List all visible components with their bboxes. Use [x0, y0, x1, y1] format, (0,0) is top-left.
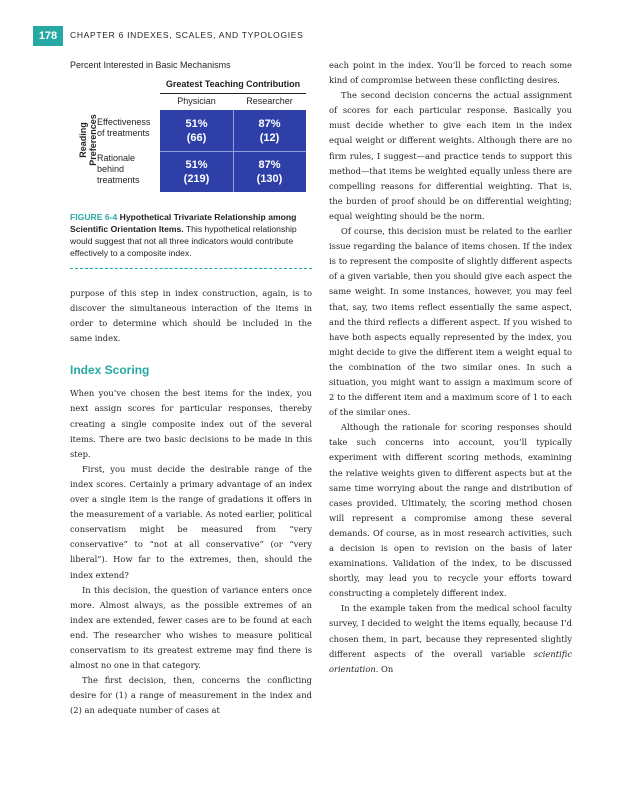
figure-description: This hypothetical relationship would suggest that not all three indicators would contribute effectively to a composite index. [70, 224, 297, 258]
cell-rationale-physician [160, 151, 233, 192]
row-group-title-text: Reading Preferences [78, 114, 98, 166]
cell-count: (12) [259, 131, 280, 144]
paragraph: each point in the index. You’ll be forced to reach some kind of compromise between these conflicting desires. [329, 60, 572, 86]
row-label-line: behind [97, 164, 125, 174]
section-heading: Index Scoring [70, 363, 150, 378]
cell-rationale-researcher [233, 151, 306, 192]
page-header [0, 26, 636, 48]
paragraph: The first decision, then, concerns the conflicting desire for (1) a range of measurement in the index and (2) an adequate number of cases at [70, 675, 312, 716]
paragraph [329, 601, 572, 676]
row-label-line: treatments [97, 175, 140, 185]
column-header-researcher: Researcher [246, 96, 293, 106]
paragraph: First, you must decide the desirable range of the index scores. Certainly a primary advantage of an index over a single item is the range of gradations it offers in the measurement of a variable. As noted earlier, political conservatism might be measured from “very conservative” to “not at all conservative” (or “very liberal”). How far to the extremes, then, should the index extend? [70, 463, 312, 580]
row-label-rationale [97, 153, 159, 186]
cell-effectiveness-physician [160, 110, 233, 151]
cell-percent: 87% [258, 158, 281, 171]
page-number: 178 [33, 26, 63, 46]
cell-percent: 51% [185, 158, 208, 171]
figure-label: FIGURE 6-4 [70, 212, 118, 222]
chapter-title: CHAPTER 6 INDEXES, SCALES, AND TYPOLOGIES [70, 30, 304, 40]
paragraph: When you’ve chosen the best items for the index, you next assign scores for particular responses, thereby creating a single composite index out of the several items. There are two basic decisions to be made in this step. [70, 388, 312, 459]
left-column [70, 286, 312, 718]
cell-count: (66) [186, 131, 207, 144]
row-label-line: of treatments [97, 128, 150, 138]
figure-divider [70, 268, 312, 269]
header-rule [160, 93, 306, 94]
paragraph: The second decision concerns the actual assignment of scores for each particular response. Basically you must decide whether to give each item in the index equal weight or different weights. Although there are no firm rules, I suggest—and practice tends to support this method—that items be weighted equally unless there are compelling reasons for differential weighting. That is, the burden of proof should be on differential weighting; equal weighting should be the norm. [329, 90, 572, 221]
figure-caption [70, 211, 312, 259]
figure-top-caption: Percent Interested in Basic Mechanisms [70, 60, 231, 70]
cell-percent: 87% [258, 117, 281, 130]
emphasis-text: scientific orientation [329, 648, 572, 674]
paragraph-text: . On [375, 663, 394, 674]
paragraph: Although the rationale for scoring responses should take such concerns into account, you’ll typically experiment with different scoring methods, examining the relative weights given to different aspects but at the same time worrying about the range and distribution of cases provided. Ultimately, the scoring method chosen will represent a compromise among these several demands. Of course, as in most research activities, such a decision is open to revision on the basis of later examinations. Validation of the index, to be discussed shortly, may lead you to recycle your efforts toward constructing a completely different index. [329, 422, 572, 599]
figure-title: Hypothetical Trivariate Relationship among Scientific Orientation Items. [70, 212, 297, 234]
paragraph: purpose of this step in index construction, again, is to discover the simultaneous interaction of the items in order to determine which should be included in the same index. [70, 288, 312, 344]
cell-count: (219) [183, 172, 210, 185]
cell-count: (130) [256, 172, 283, 185]
column-header-physician: Physician [177, 96, 216, 106]
row-label-line: Effectiveness [97, 117, 151, 127]
paragraph: Of course, this decision must be related to the earlier issue regarding the balance of items chosen. If the index is to represent the composite of slightly different aspects of a given variable, then you should give each aspect the same weight. In some instances, however, you may feel that, say, two items reflect essentially the same aspect, and the third reflects a different aspect. If you wished to have both aspects equally represented by the index, you might decide to give the different item a weight equal to the combination of the two similar ones. In such a situation, you might want to assign a maximum score of 2 to the different item and a maximum score of 1 to each of the similar ones. [329, 226, 572, 418]
paragraph: In this decision, the question of variance enters once more. Almost always, as the possible extremes of an index are extended, fewer cases are to be found at each end. The researcher who wishes to measure political conservatism to its greatest extreme may find there is almost no one in that category. [70, 584, 312, 671]
paragraph-text: In the example taken from the medical school faculty survey, I decided to weight the items equally, because I’d chosen them, in part, because they represented slightly different aspects of the overall variable [329, 603, 572, 659]
row-label-line: Rationale [97, 153, 136, 163]
right-column [329, 58, 572, 677]
column-group-title: Greatest Teaching Contribution [165, 79, 301, 89]
row-label-effectiveness [97, 117, 159, 139]
cell-effectiveness-researcher [233, 110, 306, 151]
cell-percent: 51% [185, 117, 208, 130]
